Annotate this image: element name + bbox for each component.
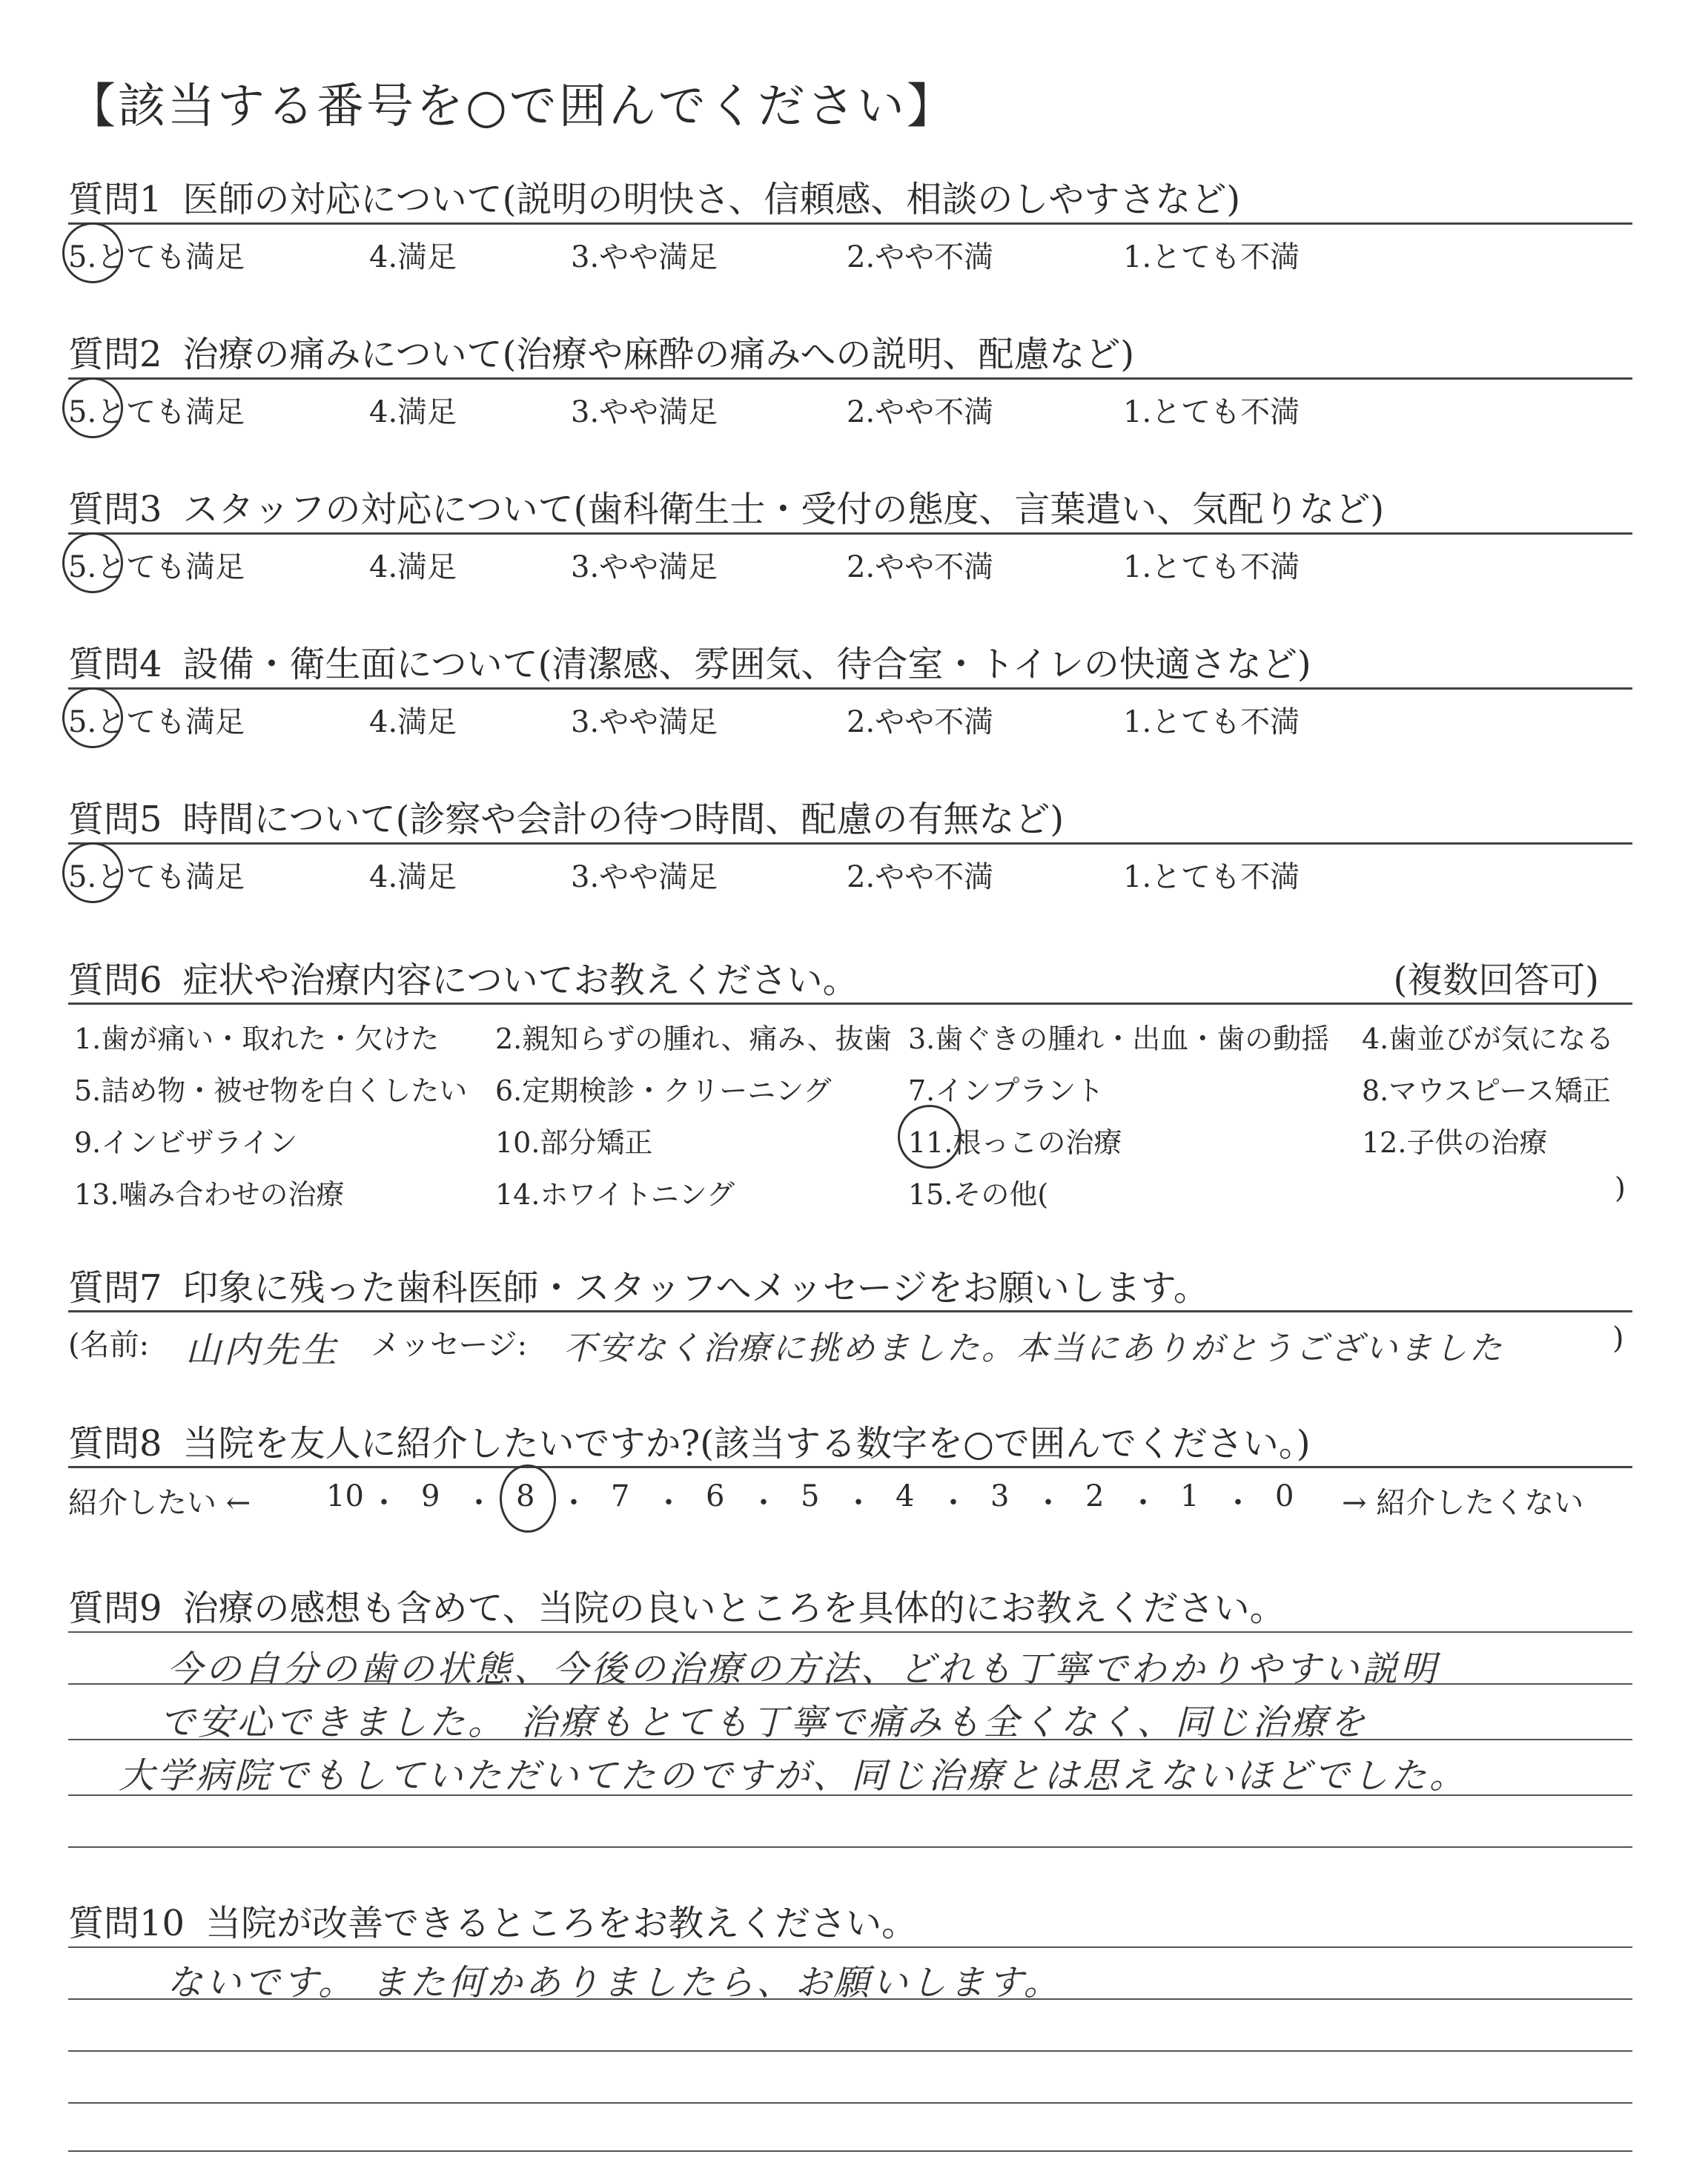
q8-scale-8[interactable]: 8 — [516, 1479, 535, 1513]
q6-option-2[interactable]: 2.親知らずの腫れ、痛み、抜歯 — [495, 1023, 892, 1055]
q6-text: 症状や治療内容についてお教えください。 — [182, 960, 858, 1001]
q3-selected-circle — [62, 532, 123, 593]
q8-separator: ・ — [369, 1486, 399, 1520]
q6-title — [68, 951, 1632, 1003]
q9-text: 治療の感想も含めて、当院の良いところを具体的にお教えください。 — [182, 1588, 1285, 1629]
q5-option-2[interactable]: 2.やや不満 — [847, 860, 994, 894]
q8-separator: ・ — [559, 1486, 589, 1520]
q2-rule — [68, 377, 1632, 380]
q3-number: 質問3 — [68, 489, 162, 530]
q6-selected-circle-11 — [898, 1105, 961, 1169]
q2-option-1[interactable]: 1.とても不満 — [1123, 395, 1300, 429]
q9-answer-rule — [68, 1846, 1632, 1848]
q6-option-12[interactable]: 12.子供の治療 — [1362, 1126, 1548, 1159]
q9-title — [68, 1579, 1632, 1631]
q6-number: 質問6 — [68, 960, 162, 1001]
q8-scale-1[interactable]: 1 — [1180, 1479, 1199, 1513]
q8-scale-0[interactable]: 0 — [1275, 1479, 1294, 1513]
q8-scale-5[interactable]: 5 — [801, 1479, 820, 1513]
q2-option-5[interactable]: 5.とても満足 — [68, 395, 245, 429]
q3-option-4[interactable]: 4.満足 — [369, 550, 457, 584]
q6-option-9[interactable]: 9.インビザライン — [74, 1126, 298, 1159]
q8-scale-6[interactable]: 6 — [706, 1479, 725, 1513]
q4-option-5[interactable]: 5.とても満足 — [68, 705, 245, 739]
q4-number: 質問4 — [68, 644, 162, 685]
q8-separator: ・ — [654, 1486, 683, 1520]
q1-text: 医師の対応について(説明の明快さ、信頼感、相談のしやすさなど) — [182, 179, 1241, 220]
q10-number: 質問10 — [68, 1903, 185, 1944]
q6-option-4[interactable]: 4.歯並びが気になる — [1362, 1023, 1615, 1055]
q4-option-2[interactable]: 2.やや不満 — [847, 705, 994, 739]
q7-name-label: (名前: — [68, 1328, 150, 1362]
q8-text: 当院を友人に紹介したいですか?(該当する数字を○で囲んでください。) — [182, 1423, 1311, 1464]
q6-option-3[interactable]: 3.歯ぐきの腫れ・出血・歯の動揺 — [908, 1023, 1330, 1055]
q1-option-2[interactable]: 2.やや不満 — [847, 240, 994, 274]
q1-option-3[interactable]: 3.やや満足 — [571, 240, 718, 274]
q2-text: 治療の痛みについて(治療や麻酔の痛みへの説明、配慮など) — [182, 334, 1135, 375]
q7-message-label: メッセージ: — [371, 1328, 528, 1362]
q1-option-5[interactable]: 5.とても満足 — [68, 240, 245, 274]
q1-option-4[interactable]: 4.満足 — [369, 240, 457, 274]
q7-text: 印象に残った歯科医師・スタッフへメッセージをお願いします。 — [182, 1267, 1209, 1309]
q2-selected-circle — [62, 377, 123, 438]
q7-name-value[interactable]: 山内先生 — [185, 1330, 340, 1371]
q1-number: 質問1 — [68, 179, 162, 220]
q3-rule — [68, 532, 1632, 535]
q8-scale-4[interactable]: 4 — [896, 1479, 915, 1513]
q7-message-value[interactable]: 不安なく治療に挑めました。本当にありがとうございました — [563, 1330, 1504, 1367]
q5-option-3[interactable]: 3.やや満足 — [571, 860, 718, 894]
q6-option-10[interactable]: 10.部分矯正 — [495, 1126, 653, 1159]
q8-separator: ・ — [1033, 1486, 1063, 1520]
q6-option-5[interactable]: 5.詰め物・被せ物を白くしたい — [74, 1074, 468, 1107]
q7-rule — [68, 1310, 1632, 1312]
q10-text: 当院が改善できるところをお教えください。 — [205, 1903, 918, 1944]
q5-option-5[interactable]: 5.とても満足 — [68, 860, 245, 894]
q6-option-7[interactable]: 7.インプラント — [908, 1074, 1105, 1107]
q10-answer-rule — [68, 2102, 1632, 2104]
q8-right-label: → 紹介したくない — [1342, 1486, 1584, 1520]
q6-option-11[interactable]: 11.根っこの治療 — [908, 1126, 1122, 1159]
q8-scale-9[interactable]: 9 — [421, 1479, 440, 1513]
q8-selected-circle — [500, 1464, 556, 1533]
q4-text: 設備・衛生面について(清潔感、雰囲気、待合室・トイレの快適さなど) — [182, 644, 1311, 685]
q9-answer-line[interactable]: で安心できました。 治療もとても丁寧で痛みも全くなく、同じ治療を — [159, 1702, 1368, 1743]
q5-selected-circle — [62, 842, 123, 903]
q6-option-1[interactable]: 1.歯が痛い・取れた・欠けた — [74, 1023, 440, 1055]
q3-option-2[interactable]: 2.やや不満 — [847, 550, 994, 584]
q4-title — [68, 635, 1632, 687]
q9-number: 質問9 — [68, 1588, 162, 1629]
q10-title — [68, 1895, 1632, 1946]
q2-option-4[interactable]: 4.満足 — [369, 395, 457, 429]
q8-number: 質問8 — [68, 1423, 162, 1464]
q8-rule — [68, 1466, 1632, 1468]
q10-answer-line[interactable]: ないです。 また何かありましたら、お願いします。 — [167, 1962, 1062, 2004]
q7-number: 質問7 — [68, 1267, 162, 1309]
page-title: 【該当する番号を○で囲んでください】 — [68, 79, 956, 134]
q6-option-8[interactable]: 8.マウスピース矯正 — [1362, 1074, 1611, 1107]
q8-left-label: 紹介したい ← — [68, 1486, 251, 1520]
q1-selected-circle — [62, 222, 123, 283]
q8-separator: ・ — [1223, 1486, 1253, 1520]
q4-option-1[interactable]: 1.とても不満 — [1123, 705, 1300, 739]
q1-title — [68, 171, 1632, 222]
q6-option-15[interactable]: 15.その他( — [908, 1178, 1049, 1211]
q3-title — [68, 480, 1632, 532]
q5-number: 質問5 — [68, 799, 162, 840]
q8-scale-10[interactable]: 10 — [326, 1479, 364, 1513]
q6-option-6[interactable]: 6.定期検診・クリーニング — [495, 1074, 832, 1107]
q5-title — [68, 790, 1632, 842]
q9-answer-rule — [68, 1631, 1632, 1633]
q5-option-1[interactable]: 1.とても不満 — [1123, 860, 1300, 894]
q2-number: 質問2 — [68, 334, 162, 375]
q8-scale-3[interactable]: 3 — [990, 1479, 1010, 1513]
q6-rule — [68, 1003, 1632, 1005]
q4-rule — [68, 687, 1632, 690]
q5-rule — [68, 842, 1632, 845]
q6-other-close-paren: ) — [1615, 1172, 1626, 1204]
q1-option-1[interactable]: 1.とても不満 — [1123, 240, 1300, 274]
q7-close-paren: ) — [1612, 1321, 1624, 1355]
q5-text: 時間について(診察や会計の待つ時間、配慮の有無など) — [182, 799, 1065, 840]
q8-separator: ・ — [939, 1486, 968, 1520]
q1-rule — [68, 222, 1632, 225]
q3-option-1[interactable]: 1.とても不満 — [1123, 550, 1300, 584]
q2-title — [68, 326, 1632, 377]
q8-scale-2[interactable]: 2 — [1085, 1479, 1105, 1513]
q10-answer-rule — [68, 1946, 1632, 1948]
q6-note: (複数回答可) — [1393, 960, 1599, 1001]
q3-option-3[interactable]: 3.やや満足 — [571, 550, 718, 584]
q10-answer-rule — [68, 2050, 1632, 2052]
q2-option-2[interactable]: 2.やや不満 — [847, 395, 994, 429]
q8-separator: ・ — [749, 1486, 778, 1520]
q9-answer-line[interactable]: 大学病院でもしていただいてたのですが、同じ治療とは思えないほどでした。 — [119, 1755, 1469, 1797]
q9-answer-line[interactable]: 今の自分の歯の状態、今後の治療の方法、どれも丁寧でわかりやすい説明 — [167, 1648, 1440, 1690]
q8-separator: ・ — [1128, 1486, 1158, 1520]
q3-option-5[interactable]: 5.とても満足 — [68, 550, 245, 584]
q4-option-4[interactable]: 4.満足 — [369, 705, 457, 739]
q8-separator: ・ — [844, 1486, 873, 1520]
q8-title — [68, 1415, 1632, 1466]
q6-option-14[interactable]: 14.ホワイトニング — [495, 1178, 735, 1211]
q5-option-4[interactable]: 4.満足 — [369, 860, 457, 894]
q8-separator: ・ — [464, 1486, 494, 1520]
q7-title — [68, 1259, 1632, 1310]
q4-selected-circle — [62, 687, 123, 748]
q8-scale-7[interactable]: 7 — [611, 1479, 630, 1513]
q3-text: スタッフの対応について(歯科衛生士・受付の態度、言葉遣い、気配りなど) — [182, 489, 1385, 530]
q6-option-13[interactable]: 13.噛み合わせの治療 — [74, 1178, 345, 1211]
q4-option-3[interactable]: 3.やや満足 — [571, 705, 718, 739]
q10-answer-rule — [68, 2150, 1632, 2152]
q2-option-3[interactable]: 3.やや満足 — [571, 395, 718, 429]
